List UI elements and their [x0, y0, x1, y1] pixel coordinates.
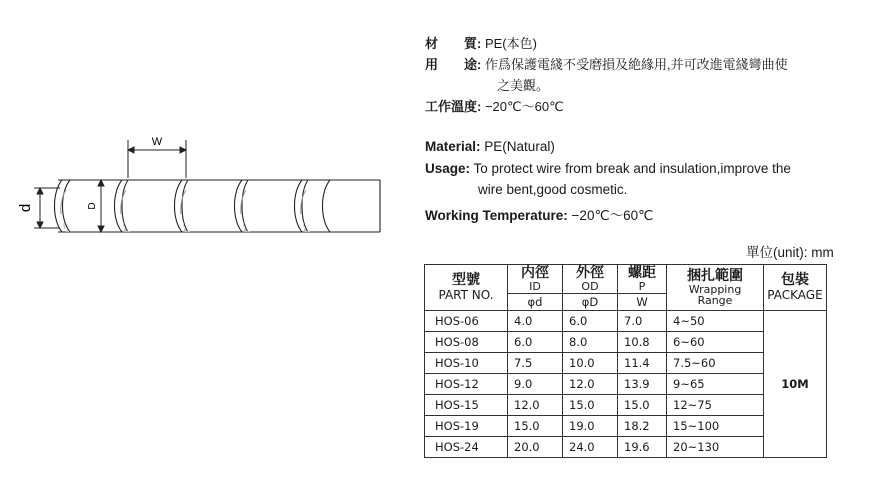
temp-cn-line — [425, 96, 564, 115]
usage-en-value-1: To protect wire from break and insulation,improve the — [473, 161, 791, 176]
big-d-label: D — [87, 202, 98, 210]
cell-id: 15.0 — [508, 416, 563, 437]
cell-pitch: 19.6 — [618, 437, 667, 458]
material-en-line — [425, 139, 555, 154]
header-range — [667, 265, 764, 311]
cell-range: 4~50 — [667, 311, 764, 332]
cell-od: 8.0 — [563, 332, 618, 353]
cell-range: 9~65 — [667, 374, 764, 395]
usage-cn-line — [425, 54, 788, 73]
temp-en-label: Working Temperature: — [425, 208, 568, 223]
big-d-dimension — [98, 180, 104, 232]
cell-pitch: 18.2 — [618, 416, 667, 437]
header-od-symbol: φD — [563, 294, 618, 311]
header-id-symbol: φd — [508, 294, 563, 311]
material-en-label: Material: — [425, 139, 481, 154]
cell-od: 15.0 — [563, 395, 618, 416]
cell-od: 24.0 — [563, 437, 618, 458]
cell-part: HOS-19 — [425, 416, 508, 437]
spiral-wrap-diagram — [0, 0, 400, 300]
cell-pitch: 11.4 — [618, 353, 667, 374]
header-model-cn: 型號 — [452, 272, 480, 288]
header-pitch-cn: 螺距 — [628, 265, 656, 281]
usage-en-line-2 — [478, 182, 627, 197]
header-od-en: OD — [581, 280, 599, 293]
cell-od: 10.0 — [563, 353, 618, 374]
cell-id: 6.0 — [508, 332, 563, 353]
header-package-en: PACKAGE — [767, 288, 823, 302]
material-cn-value: PE(本色) — [484, 36, 537, 51]
cell-id: 12.0 — [508, 395, 563, 416]
header-id — [508, 265, 563, 294]
cell-od: 19.0 — [563, 416, 618, 437]
header-id-cn: 内徑 — [521, 265, 549, 281]
cell-part: HOS-12 — [425, 374, 508, 395]
usage-en-value-2: wire bent,good cosmetic. — [478, 182, 628, 197]
usage-cn-value-1: 作爲保護電綫不受磨損及絶緣用,并可改進電綫彎曲使 — [484, 57, 788, 72]
w-label: W — [151, 136, 163, 148]
material-en-value: PE(Natural) — [484, 139, 555, 154]
cell-id: 7.5 — [508, 353, 563, 374]
cell-od: 6.0 — [563, 311, 618, 332]
cell-id: 4.0 — [508, 311, 563, 332]
usage-cn-label: 用 途: — [425, 57, 482, 72]
usage-en-line — [425, 161, 791, 176]
header-package-cn: 包裝 — [781, 272, 809, 288]
usage-cn-line-2 — [497, 75, 549, 94]
table-row — [425, 311, 827, 332]
cell-package: 10M — [764, 311, 827, 458]
header-range-en1: Wrapping — [688, 283, 742, 296]
cell-range: 6~60 — [667, 332, 764, 353]
usage-en-label: Usage: — [425, 161, 471, 176]
header-id-en: ID — [529, 280, 541, 293]
temp-en-value: −20℃～60℃ — [571, 208, 654, 223]
cell-range: 12~75 — [667, 395, 764, 416]
cell-od: 12.0 — [563, 374, 618, 395]
cell-part: HOS-06 — [425, 311, 508, 332]
header-range-en2: Range — [697, 294, 733, 307]
cell-part: HOS-10 — [425, 353, 508, 374]
d-label: d — [17, 203, 34, 213]
cell-id: 9.0 — [508, 374, 563, 395]
cell-range: 20~130 — [667, 437, 764, 458]
cell-range: 15~100 — [667, 416, 764, 437]
header-range-cn: 捆扎範圍 — [687, 268, 743, 284]
header-pitch-en: P — [638, 280, 646, 293]
material-cn-label: 材 質: — [425, 36, 482, 51]
material-cn-line — [425, 33, 537, 52]
header-od-cn: 外徑 — [576, 265, 604, 281]
temp-cn-label: 工作溫度: — [425, 99, 482, 114]
header-model-en: PART NO. — [438, 288, 494, 302]
temp-en-line — [425, 204, 653, 224]
cell-part: HOS-08 — [425, 332, 508, 353]
cell-pitch: 13.9 — [618, 374, 667, 395]
cell-pitch: 15.0 — [618, 395, 667, 416]
temp-cn-value: −20℃～60℃ — [484, 99, 564, 114]
spiral-wrap-drawing — [55, 180, 381, 232]
unit-note: 單位(unit): mm — [746, 245, 834, 260]
header-od — [563, 265, 618, 294]
header-package — [764, 265, 827, 311]
header-pitch — [618, 265, 667, 294]
table-header-row — [425, 265, 827, 294]
usage-cn-value-2: 之美觀。 — [497, 78, 550, 93]
header-model — [425, 265, 508, 311]
cell-range: 7.5~60 — [667, 353, 764, 374]
cell-part: HOS-15 — [425, 395, 508, 416]
spec-table — [424, 264, 827, 458]
header-pitch-symbol: W — [618, 294, 667, 311]
cell-pitch: 7.0 — [618, 311, 667, 332]
cell-pitch: 10.8 — [618, 332, 667, 353]
cell-id: 20.0 — [508, 437, 563, 458]
cell-part: HOS-24 — [425, 437, 508, 458]
